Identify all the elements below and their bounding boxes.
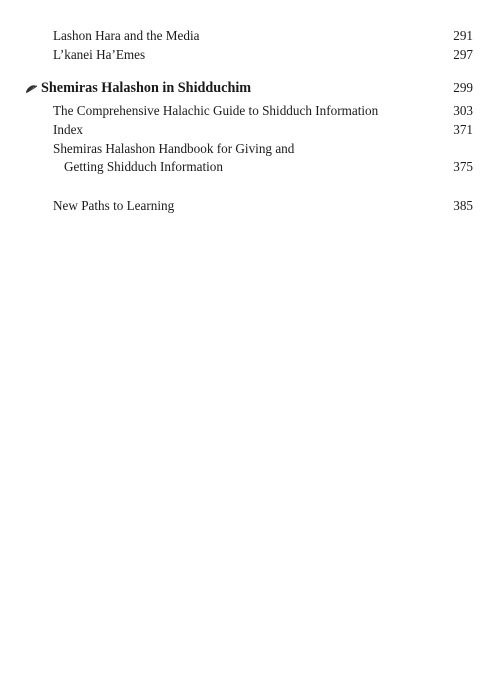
toc-entry-title: Shemiras Halashon Handbook for Giving and: [53, 141, 295, 156]
toc-entry-title: The Comprehensive Halachic Guide to Shidduch Information: [53, 103, 379, 118]
toc-entry: [0, 26, 500, 46]
toc-entry-page: 385: [453, 198, 473, 213]
toc-entry-title: Getting Shidduch Information: [64, 159, 223, 174]
toc-entry: [0, 196, 500, 216]
toc-entry-title: Index: [53, 122, 84, 137]
toc-entry-page: 291: [453, 28, 473, 43]
toc-entry: [0, 101, 500, 121]
toc-entry-page: 303: [453, 103, 473, 118]
leaf-ornament-icon: [25, 84, 38, 94]
toc-entry-page: 371: [453, 122, 473, 137]
toc-entry: [0, 45, 500, 65]
toc-entry-title: Lashon Hara and the Media: [53, 28, 200, 43]
toc-entry-page: 297: [453, 47, 473, 62]
toc-entry: [0, 120, 500, 140]
toc-section-title: Shemiras Halashon in Shidduchim: [41, 80, 252, 96]
toc-entry: [0, 157, 500, 177]
toc-entry-page: 375: [453, 159, 473, 174]
toc-entry-title: New Paths to Learning: [53, 198, 175, 213]
toc-section-heading: [0, 78, 500, 98]
toc-entry-title: L’kanei Ha’Emes: [53, 47, 146, 62]
toc-section-page: 299: [453, 80, 473, 95]
toc-entry: [0, 139, 500, 159]
